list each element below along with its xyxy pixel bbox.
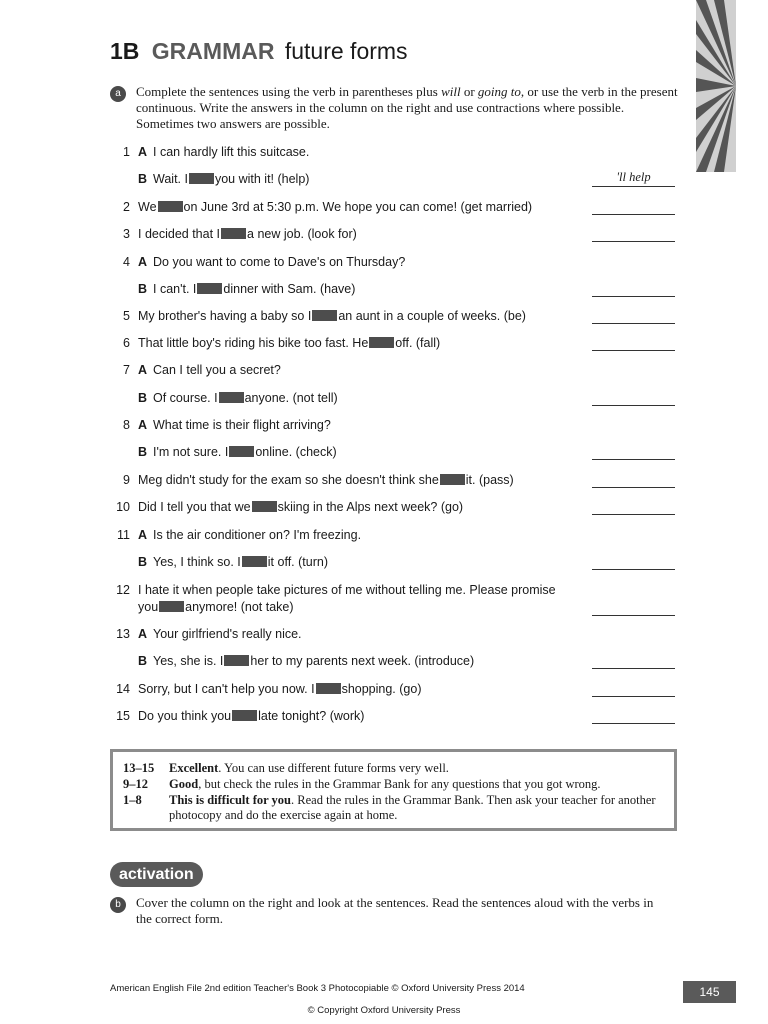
- item-sentence: Did I tell you that we skiing in the Alps next week? (go): [138, 500, 464, 514]
- blank-gap: [159, 601, 184, 612]
- blank-gap: [369, 337, 394, 348]
- blank-gap: [189, 173, 214, 184]
- blank-gap: [197, 283, 222, 294]
- item-number: 12: [116, 583, 130, 597]
- score-description: This is difficult for you. Read the rules in the Grammar Bank. Then ask your teacher for another photocopy and do the exercise again at home.: [169, 793, 656, 822]
- score-range: 9–12: [123, 777, 148, 791]
- item-sentence: Is the air conditioner on? I'm freezing.: [153, 528, 362, 542]
- answer-line[interactable]: [592, 615, 675, 616]
- blank-gap: [252, 501, 277, 512]
- item-sentence: I can't. I dinner with Sam. (have): [153, 282, 356, 296]
- score-range: 1–8: [123, 793, 142, 807]
- speaker-label: A: [138, 255, 148, 269]
- answer-line[interactable]: [592, 214, 675, 215]
- item-number: 6: [123, 336, 130, 350]
- activation-instructions: Cover the column on the right and look at the sentences. Read the sentences aloud with the verbs in the correct form.: [136, 895, 654, 926]
- blank-gap: [312, 310, 337, 321]
- blank-gap: [242, 556, 267, 567]
- item-sentence: What time is their flight arriving?: [153, 418, 331, 432]
- topic-label: future forms: [284, 38, 408, 64]
- exercise-item: [0, 361, 768, 379]
- item-sentence: Yes, she is. I her to my parents next week. (introduce): [153, 654, 475, 668]
- item-sentence: That little boy's riding his bike too fast. He off. (fall): [138, 336, 441, 350]
- exercise-item: [0, 553, 768, 571]
- item-number: 2: [123, 200, 130, 214]
- footer-copyright: © Copyright Oxford University Press: [307, 1005, 461, 1016]
- item-number: 14: [116, 682, 130, 696]
- speaker-label: A: [138, 528, 148, 542]
- item-number: 10: [116, 500, 130, 514]
- answer-line[interactable]: [592, 696, 675, 697]
- item-number: 5: [123, 309, 130, 323]
- answer-line[interactable]: [592, 296, 675, 297]
- exercise-b-badge: b: [110, 897, 126, 913]
- exercise-item: [0, 198, 768, 216]
- speaker-label: A: [138, 627, 148, 641]
- speaker-label: B: [138, 172, 148, 186]
- speaker-label: B: [138, 282, 148, 296]
- exercise-item: [0, 334, 768, 352]
- blank-gap: [221, 228, 246, 239]
- exercise-item: [0, 498, 768, 516]
- score-box: [110, 749, 677, 831]
- score-range: 13–15: [123, 761, 155, 775]
- footer-credit: American English File 2nd edition Teacher's Book 3 Photocopiable © Oxford University Press 2014: [110, 983, 525, 994]
- exercise-item: [0, 625, 768, 643]
- speaker-label: B: [138, 555, 148, 569]
- exercise-item: [0, 280, 768, 298]
- item-number: 3: [123, 227, 130, 241]
- answer-line[interactable]: [592, 487, 675, 488]
- exercise-item: [0, 680, 768, 698]
- exercise-a-instructions: Complete the sentences using the verb in parentheses plus will or going to, or use the verb in the present continuous. Write the answers in the column on the right and use contractions where possible. Sometimes two answers are possible.: [136, 84, 678, 131]
- answer-line[interactable]: [592, 514, 675, 515]
- item-number: 4: [123, 255, 130, 269]
- speaker-label: A: [138, 363, 148, 377]
- item-number: 7: [123, 363, 130, 377]
- exercise-item: [0, 307, 768, 325]
- item-sentence: Do you want to come to Dave's on Thursday?: [153, 255, 406, 269]
- blank-gap: [440, 474, 465, 485]
- score-description: Excellent. You can use different future forms very well.: [169, 761, 449, 775]
- item-sentence: I decided that I a new job. (look for): [138, 227, 357, 241]
- item-sentence: Wait. I you with it! (help): [153, 172, 310, 186]
- speaker-label: B: [138, 391, 148, 405]
- item-sentence: Your girlfriend's really nice.: [153, 627, 302, 641]
- blank-gap: [232, 710, 257, 721]
- item-sentence: Yes, I think so. I it off. (turn): [153, 555, 328, 569]
- item-sentence: I hate it when people take pictures of me without telling me. Please promise: [138, 583, 556, 597]
- item-sentence: I can hardly lift this suitcase.: [153, 145, 310, 159]
- item-sentence: Do you think you late tonight? (work): [138, 709, 365, 723]
- item-sentence: My brother's having a baby so I an aunt in a couple of weeks. (be): [138, 309, 526, 323]
- answer-line[interactable]: [592, 668, 675, 669]
- speaker-label: A: [138, 418, 148, 432]
- exercise-item: [0, 225, 768, 243]
- exercise-item: [0, 416, 768, 434]
- speaker-label: A: [138, 145, 148, 159]
- exercise-item: [0, 170, 768, 188]
- item-sentence-continued: you anymore! (not take): [138, 600, 294, 614]
- exercise-item: [0, 652, 768, 670]
- activation-label: activation: [110, 862, 203, 887]
- speaker-label: B: [138, 445, 148, 459]
- answer-line[interactable]: [592, 569, 675, 570]
- exercise-item: [0, 143, 768, 161]
- blank-gap: [229, 446, 254, 457]
- item-sentence: Meg didn't study for the exam so she doesn't think she it. (pass): [138, 473, 514, 487]
- item-number: 9: [123, 473, 130, 487]
- score-description: Good, but check the rules in the Grammar Bank for any questions that you got wrong.: [169, 777, 601, 791]
- item-sentence: Sorry, but I can't help you now. I shopping. (go): [138, 682, 422, 696]
- exercise-item: [0, 526, 768, 544]
- blank-gap: [224, 655, 249, 666]
- item-sentence: Can I tell you a secret?: [153, 363, 281, 377]
- lesson-code: 1B: [110, 38, 140, 64]
- exercise-item: [0, 253, 768, 271]
- exercise-item: [0, 581, 768, 614]
- blank-gap: [158, 201, 183, 212]
- item-number: 8: [123, 418, 130, 432]
- exercise-item: [0, 707, 768, 725]
- example-answer: 'll help: [616, 170, 651, 184]
- section-label: GRAMMAR: [151, 38, 275, 64]
- page-number: 145: [683, 981, 736, 1003]
- answer-line[interactable]: [592, 405, 675, 406]
- answer-line[interactable]: [592, 459, 675, 460]
- page-title: [110, 38, 408, 65]
- item-sentence: We on June 3rd at 5:30 p.m. We hope you can come! (get married): [138, 200, 533, 214]
- item-sentence: Of course. I anyone. (not tell): [153, 391, 338, 405]
- answer-line[interactable]: [592, 186, 675, 187]
- exercise-item: [0, 471, 768, 489]
- item-number: 13: [116, 627, 130, 641]
- item-number: 11: [117, 528, 130, 542]
- exercise-a-badge: a: [110, 86, 126, 102]
- item-sentence: I'm not sure. I online. (check): [153, 445, 337, 459]
- item-number: 15: [116, 709, 130, 723]
- blank-gap: [219, 392, 244, 403]
- exercise-item: [0, 443, 768, 461]
- answer-line[interactable]: [592, 350, 675, 351]
- speaker-label: B: [138, 654, 148, 668]
- blank-gap: [316, 683, 341, 694]
- exercise-item: [0, 389, 768, 407]
- answer-line[interactable]: [592, 241, 675, 242]
- answer-line[interactable]: [592, 323, 675, 324]
- item-number: 1: [123, 145, 130, 159]
- answer-line[interactable]: [592, 723, 675, 724]
